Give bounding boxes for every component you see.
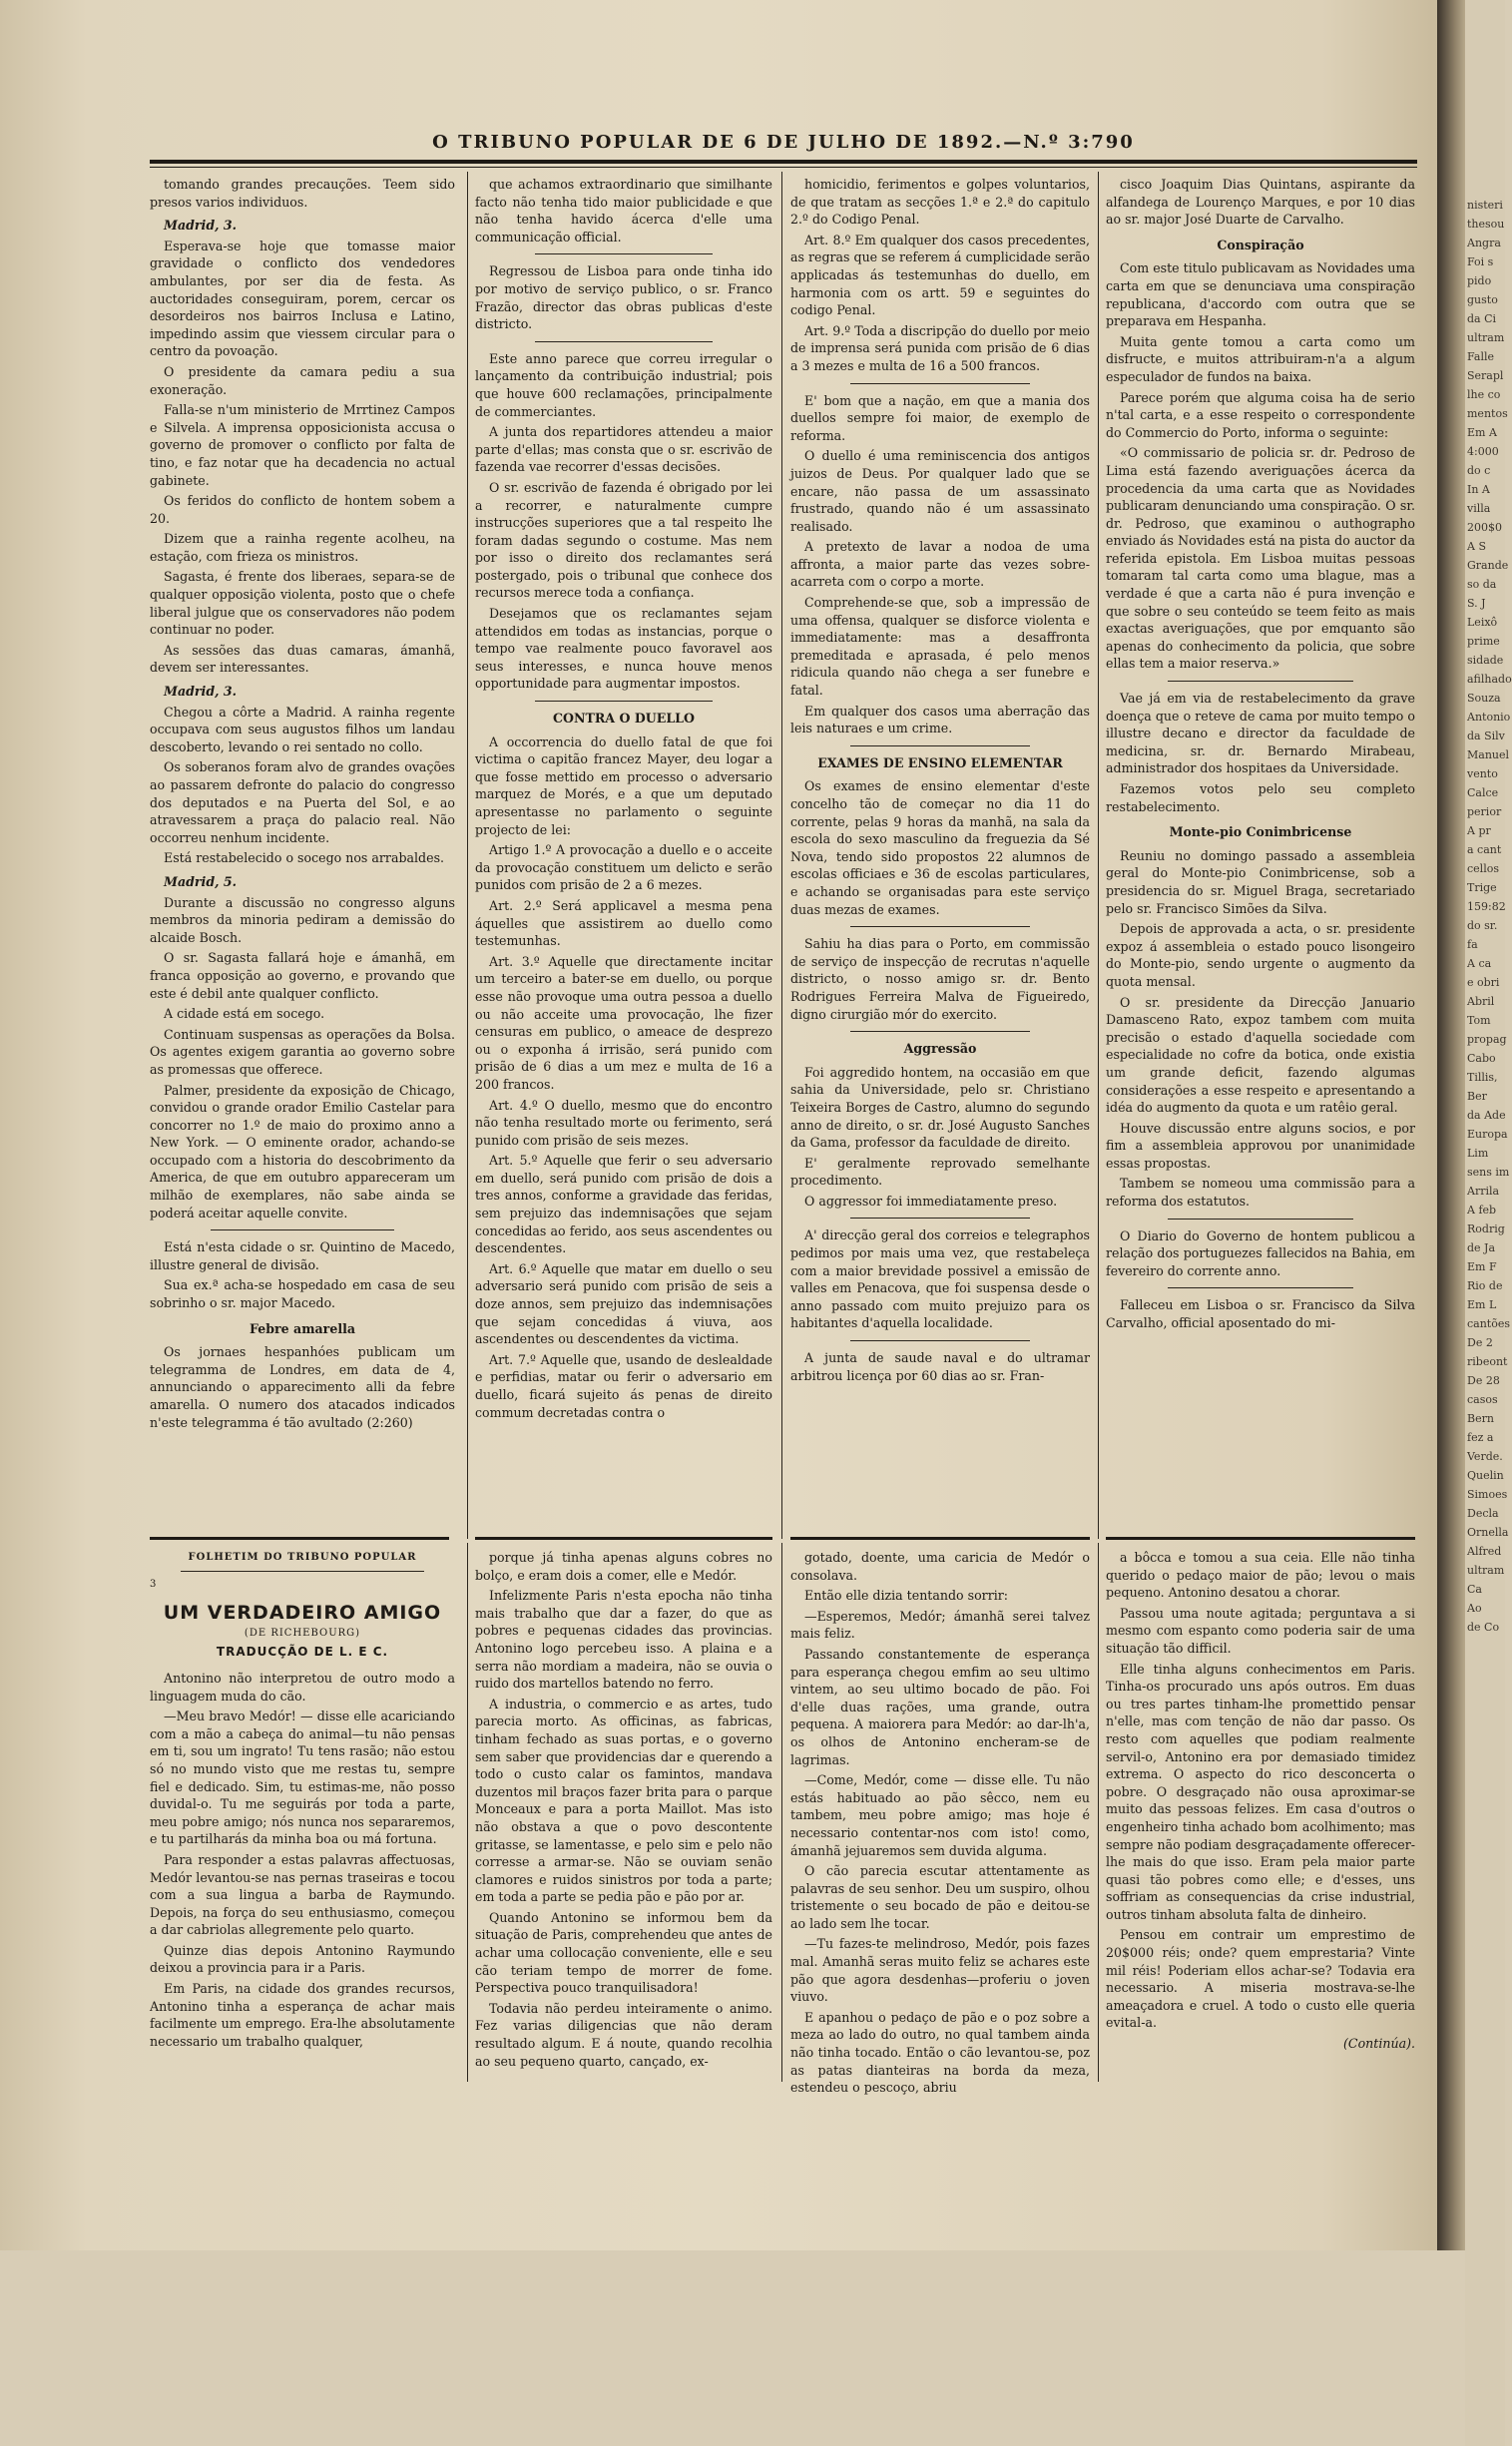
folhetim-paragraph: —Esperemos, Medór; ámanhã serei talvez mais feliz. [790, 1608, 1090, 1642]
folhetim-paragraph: porque já tinha apenas alguns cobres no bolço, e eram dois a comer, elle e Medór. [475, 1550, 772, 1583]
article-paragraph: Palmer, presidente da exposição de Chicago, convidou o grande orador Emilio Castelar para concorrer no 1.º de maio do proximo anno a New York. — O eminente orador, achando-se occupado com a historia do descobrimento da America, de que em outubro appareceram um milhão de exemplares, não sabe ainda se poderá aceitar aquelle convite. [150, 1082, 455, 1221]
article-paragraph: Art. 6.º Aquelle que matar em duello o seu adversario será punido com prisão de seis a doze annos, sem prejuizo das indemnisações que sejam concedidas á viuva, aos ascendentes ou descendentes da victima. [475, 1260, 772, 1347]
adjacent-page-fragment: 4:000 [1467, 445, 1499, 458]
section-separator [1168, 1287, 1353, 1288]
adjacent-page-fragment: In A [1467, 483, 1490, 496]
adjacent-page-fragment: da Silv [1467, 730, 1505, 742]
adjacent-page-fragment: sens im [1467, 1166, 1510, 1179]
adjacent-page-fragment: Calce [1467, 786, 1499, 799]
adjacent-page-fragment: Abril [1467, 995, 1495, 1008]
adjacent-page-fragment: Em A [1467, 426, 1497, 439]
binding-gutter [1437, 0, 1465, 2250]
article-paragraph: Vae já em via de restabelecimento da grave doença que o reteve de cama por muito tempo o illustre decano e director da faculdade de medicina, sr. dr. Bernardo Mirabeau, administrador dos hospitaes da Universidade. [1106, 691, 1415, 776]
article-paragraph: Está n'esta cidade o sr. Quintino de Macedo, illustre general de divisão. [150, 1239, 455, 1272]
folhetim-author: (DE RICHEBOURG) [244, 1627, 361, 1639]
folhetim-column-2 [475, 1549, 772, 2088]
adjacent-page-fragment: cellos [1467, 862, 1499, 875]
header-rule-thin [150, 167, 1417, 168]
adjacent-page-fragment: Lim [1467, 1147, 1489, 1160]
article-paragraph: Depois de approvada a acta, o sr. presidente expoz á assembleia o estado pouco lisongeiro do Monte-pio, sendo urgente o augmento da quota mensal. [1106, 921, 1415, 989]
article-paragraph: Dizem que a rainha regente acolheu, na estação, com frieza os ministros. [150, 531, 455, 564]
article-paragraph: Art. 8.º Em qualquer dos casos precedentes, as regras que se referem á cumplicidade serão applicadas ás testemunhas do duello, em harmonia com os artt. 59 e seguintes do codigo Penal. [790, 232, 1090, 318]
adjacent-page-fragment: perior [1467, 805, 1502, 818]
article-paragraph: O aggressor foi immediatamente preso. [804, 1193, 1058, 1209]
column-divider [781, 172, 782, 1539]
article-paragraph: A junta dos repartidores attendeu a maior parte d'ellas; mas consta que o sr. escrivão de fazenda vae recorrer d'essas decisões. [475, 424, 772, 475]
folhetim-paragraph: Passando constantemente de esperança para esperança chegou emfim ao seu ultimo vintem, ao seu ultimo bocado de pão. Foi d'elle duas rações, uma grande, outra pequena. A maiorera para Medór: ao dar-lh'a, os olhos de Antonino encheram-se de lagrimas. [790, 1646, 1090, 1767]
article-paragraph: Houve discussão entre alguns socios, e por fim a assembleia approvou por unanimidade essas propostas. [1106, 1120, 1415, 1171]
folhetim-paragraph: a bôcca e tomou a sua ceia. Elle não tinha querido o pedaço maior de pão; levou o mais pequeno. Antonino desatou a chorar. [1106, 1550, 1415, 1601]
section-separator [850, 926, 1030, 927]
adjacent-page-fragment: Falle [1467, 350, 1494, 363]
adjacent-page-fragment: Quelin [1467, 1469, 1504, 1482]
adjacent-page-fragment: De 2 [1467, 1336, 1493, 1349]
article-paragraph: tomando grandes precauções. Teem sido presos varios individuos. [150, 177, 455, 210]
article-paragraph: Os soberanos foram alvo de grandes ovações ao passarem defronte do palacio do congresso dos deputados e na Puerta del Sol, e ao atravessarem a praça do palacio real. Não occorreu nenhum incidente. [150, 759, 455, 845]
article-paragraph: Durante a discussão no congresso alguns membros da minoria pediram a demissão do alcaide Bosch. [150, 894, 455, 945]
folhetim-rule [150, 1537, 449, 1540]
adjacent-page-fragment: Grande [1467, 559, 1509, 572]
adjacent-page-fragment: Alfred [1467, 1545, 1502, 1558]
adjacent-page-fragment: Verde. [1467, 1450, 1503, 1463]
article-paragraph: Parece porém que alguma coisa ha de serio n'tal carta, e a esse respeito o correspondente do Commercio do Porto, informa o seguinte: [1106, 389, 1415, 440]
adjacent-page-fragment: A feb [1467, 1204, 1497, 1217]
section-separator [850, 745, 1030, 746]
column-divider [1098, 172, 1099, 1539]
folhetim-rule [790, 1537, 1090, 1540]
section-separator [850, 1218, 1030, 1219]
article-paragraph: Em qualquer dos casos uma aberração das leis naturaes e um crime. [790, 703, 1090, 736]
folhetim-paragraph: Quinze dias depois Antonino Raymundo deixou a provincia para ir a Paris. [150, 1942, 455, 1976]
adjacent-page-fragment: do sr. [1467, 919, 1498, 932]
adjacent-page-fragment: thesou [1467, 218, 1505, 231]
folhetim-paragraph: E apanhou o pedaço de pão e o poz sobre a meza ao lado do outro, no qual tambem ainda não tinha tocado. Então o cão levantou-se, poz as patas dianteiras na borda da meza, estendeu o pescoço, abriu [790, 2009, 1090, 2096]
article-paragraph: Este anno parece que correu irregular o lançamento da contribuição industrial; pois que houve 600 reclamações, principalmente de commerciantes. [475, 350, 772, 419]
folhetim-paragraph: Passou uma noute agitada; perguntava a si mesmo com espanto como poderia sair de uma situação tão difficil. [1106, 1605, 1415, 1656]
article-paragraph: Fazemos votos pelo seu completo restabelecimento. [1106, 781, 1415, 814]
section-separator [1168, 681, 1353, 682]
folhetim-paragraph: O cão parecia escutar attentamente as palavras de seu senhor. Deu um suspiro, olhou tristemente o seu bocado de pão e deitou-se ao lado sem lhe tocar. [790, 1863, 1090, 1931]
folhetim-column-1 [150, 1549, 455, 2088]
article-paragraph: Art. 3.º Aquelle que directamente incitar um terceiro a bater-se em duello, ou porque esse não provoque uma outra pessoa a duello ou não acceite uma provocação, lhe fizer censuras em publico, o ameace de desprezo ou o exponha á irrisão, será punido com prisão de 6 dias a um mez e multa de 16 a 200 francos. [475, 953, 772, 1092]
article-paragraph: A occorrencia do duello fatal de que foi victima o capitão francez Mayer, deu logar a que fosse mettido em processo o adversario marquez de Morés, e a que um deputado apresentasse no parlamento o seguinte projecto de lei: [475, 734, 772, 837]
article-paragraph: Os exames de ensino elementar d'este concelho tão de começar no dia 11 do corrente, pelas 9 horas da manhã, na sala da escola do sexo masculino da freguezia da Sé Nova, tendo sido propostos 22 alumnos de escolas officiaes e 36 de escolas particulares, e achando se organisadas para este serviço duas mezas de exames. [790, 778, 1090, 917]
adjacent-page-fragment: De 28 [1467, 1374, 1500, 1387]
adjacent-page-fragment: Trige [1467, 881, 1497, 894]
section-separator [535, 253, 714, 254]
folhetim-paragraph: Para responder a estas palavras affectuosas, Medór levantou-se nas pernas traseiras e tocou com a sua lingua a barba de Raymundo. Depois, na força do seu enthusiasmo, começou a dar cabriolas allegremente pelo quarto. [150, 1851, 455, 1938]
folhetim-banner: FOLHETIM DO TRIBUNO POPULAR [188, 1552, 417, 1563]
article-paragraph: Chegou a côrte a Madrid. A rainha regente occupava com seus augustos filhos um landau descoberto, levando o rei sentado no collo. [150, 704, 455, 754]
article-paragraph: Comprehende-se que, sob a impressão de uma offensa, qualquer se disforce violenta e immediatamente: mas a desaffronta premeditada e aprasada, é pelo menos ridicula quando não chega a ser funebre e fatal. [790, 595, 1090, 699]
article-paragraph: Continuam suspensas as operações da Bolsa. Os agentes exigem garantia ao governo sobre as promessas que offerece. [150, 1026, 455, 1077]
article-paragraph: Tambem se nomeou uma commissão para a reforma dos estatutos. [1106, 1176, 1415, 1210]
article-heading: Conspiração [1217, 237, 1304, 252]
article-paragraph: A pretexto de lavar a nodoa de uma affronta, a maior parte das vezes sobre-acarreta com o corpo a morte. [790, 539, 1090, 590]
column-divider [781, 1543, 782, 2082]
article-paragraph: Reuniu no domingo passado a assembleia geral do Monte-pio Conimbricense, sob a presidencia do sr. Miguel Braga, secretariado pelo sr. Francisco Simões da Silva. [1106, 847, 1415, 916]
column-divider [467, 172, 468, 1539]
article-heading: Aggressão [903, 1041, 977, 1057]
adjacent-page-fragment: sidade [1467, 654, 1504, 667]
section-separator [211, 1229, 394, 1230]
section-separator [850, 383, 1030, 384]
news-column-4 [1106, 176, 1415, 1539]
adjacent-page-fragment: da Ade [1467, 1109, 1506, 1122]
adjacent-page-fragment: Serapl [1467, 369, 1504, 382]
folhetim-column-3 [790, 1549, 1090, 2096]
adjacent-page-fragment: Arrila [1467, 1185, 1500, 1198]
adjacent-page-fragment: mentos [1467, 407, 1508, 420]
section-separator [535, 701, 714, 702]
dateline: Madrid, 5. [164, 873, 238, 889]
adjacent-page-fragment: de Co [1467, 1621, 1500, 1634]
adjacent-page-fragment: a cant [1467, 843, 1502, 856]
article-paragraph: Art. 7.º Aquelle que, usando de deslealdade e perfidias, matar ou ferir o adversario em duello, ficará sujeito ás penas de direito commum decretadas contra o [475, 1351, 772, 1420]
article-heading: Febre amarella [249, 1320, 356, 1336]
adjacent-page-fragment: Rio de [1467, 1279, 1503, 1292]
adjacent-page-fragment: Ca [1467, 1583, 1482, 1596]
adjacent-page-fragment: Bern [1467, 1412, 1494, 1425]
adjacent-page-fragment: Simoes [1467, 1488, 1508, 1501]
adjacent-page-fragment: nisteri [1467, 199, 1503, 212]
header-rule [150, 160, 1417, 164]
adjacent-page-fragment: Tom [1467, 1014, 1491, 1027]
article-paragraph: Esperava-se hoje que tomasse maior gravidade o conflicto dos vendedores ambulantes, por ser dia de festa. As auctoridades conseguiram, porem, cercar os desordeiros nos bairros Inclusa e Latino, impedindo assim que viessem circular para o centro da povoação. [150, 238, 455, 359]
column-divider [1098, 1543, 1099, 2082]
adjacent-page-fragment: 200$0 [1467, 521, 1502, 534]
article-paragraph: cisco Joaquim Dias Quintans, aspirante da alfandega de Lourenço Marques, e por 10 dias ao sr. major José Duarte de Carvalho. [1106, 177, 1415, 228]
adjacent-page-fragment: gusto [1467, 293, 1498, 306]
adjacent-page-fragment: lhe co [1467, 388, 1501, 401]
adjacent-page-fragment: pido [1467, 274, 1492, 287]
section-separator [1168, 1219, 1353, 1220]
adjacent-page-fragment: Europa [1467, 1128, 1508, 1141]
adjacent-page-fragment: ultram [1467, 331, 1505, 344]
adjacent-page-fragment: fez a [1467, 1431, 1494, 1444]
adjacent-page-fragment: cantões [1467, 1317, 1511, 1330]
article-paragraph: Falla-se n'um ministerio de Mrrtinez Campos e Silvela. A imprensa opposicionista accusa o governo de promover o conflicto por falta de tino, e faz notar que ha decadencia no actual gabinete. [150, 402, 455, 488]
adjacent-page-fragment: Angra [1467, 237, 1501, 249]
article-paragraph: que achamos extraordinario que similhante facto não tenha tido maior publicidade e que não tenha havido ácerca d'elle uma communicação official. [475, 177, 772, 245]
adjacent-page-fragment: 159:82 [1467, 900, 1506, 913]
adjacent-page-fragment: de Ja [1467, 1241, 1496, 1254]
folhetim-paragraph: —Come, Medór, come — disse elle. Tu não estás habituado ao pão sêcco, nem eu tambem, meu pobre amigo; mas hoje é necessario contentar-nos com isto! como, ámanhã jejuaremos sem duvida alguma. [790, 1772, 1090, 1858]
article-paragraph: Desejamos que os reclamantes sejam attendidos em todas as instancias, porque o tempo vae realmente pouco favoravel aos seus interesses, e nunca houve menos opportunidade para augmentar impostos. [475, 606, 772, 692]
article-paragraph: O duello é uma reminiscencia dos antigos juizos de Deus. Por qualquer lado que se encare, não passa de um assassinato frustrado, quando não é um assassinato realisado. [790, 448, 1090, 534]
folhetim-rule [1106, 1537, 1415, 1540]
adjacent-page-fragment: A S [1467, 540, 1486, 553]
folhetim-title: UM VERDADEIRO AMIGO [163, 1602, 442, 1625]
adjacent-page-fragment: Foi s [1467, 255, 1494, 268]
article-heading: EXAMES DE ENSINO ELEMENTAR [817, 754, 1063, 770]
folhetim-paragraph: gotado, doente, uma caricia de Medór o consolava. [790, 1550, 1090, 1583]
article-paragraph: A junta de saude naval e do ultramar arbitrou licença por 60 dias ao sr. Fran- [790, 1350, 1090, 1383]
article-paragraph: Os jornaes hespanhóes publicam um telegramma de Londres, em data de 4, annunciando o apparecimento alli da febre amarella. O numero dos atacados indicados n'este telegramma é tão avultado (2:260) [150, 1344, 455, 1430]
adjacent-page-fragment: Ber [1467, 1090, 1487, 1103]
adjacent-page-fragment: Antonio [1467, 711, 1511, 724]
folhetim-paragraph: A industria, o commercio e as artes, tudo parecia morto. As officinas, as fabricas, tinham fechado as suas portas, e o governo sem saber que providencias dar e querendo a todo o custo calar os famintos, mandava duzentos mil braços fazer brita para o parque Monceaux e para a porta Maillot. Mas isto não obstava a que o povo descontente gritasse, se lamentasse, e pelo sim e pelo não corresse a armar-se. Não se ouviam senão clamores e ruidos sinistros por toda a parte; em toda a parte se pedia pão e pão por ar. [475, 1696, 772, 1905]
adjacent-page-fragment: Em L [1467, 1298, 1497, 1311]
article-paragraph: Foi aggredido hontem, na occasião em que sahia da Universidade, pelo sr. Christiano Teixeira Borges de Castro, alumno do segundo anno de direito, o sr. dr. José Augusto Sanches da Gama, professor da faculdade de direito. [790, 1064, 1090, 1151]
article-paragraph: Sua ex.ª acha-se hospedado em casa de seu sobrinho o sr. major Macedo. [150, 1277, 455, 1311]
continua-note: (Continúa). [1343, 2036, 1415, 2052]
article-paragraph: O presidente da camara pediu a sua exoneração. [150, 363, 455, 397]
adjacent-page-fragment: da Ci [1467, 312, 1497, 325]
article-paragraph: Sahiu ha dias para o Porto, em commissão de serviço de inspecção de recrutas n'aquelle districto, o nosso amigo sr. dr. Bento Rodrigues Ferreira Malva de Figueiredo, digno cirurgião mór do exercito. [790, 936, 1090, 1022]
folhetim-rule [475, 1537, 772, 1540]
article-paragraph: O sr. Sagasta fallará hoje e ámanhã, em franca opposição ao governo, e provando que este é debil ante qualquer conflicto. [150, 950, 455, 1001]
folhetim-paragraph: Em Paris, na cidade dos grandes recursos, Antonino tinha a esperança de achar mais facilmente um emprego. Era-lhe absolutamente necessario um trabalho qualquer, [150, 1981, 455, 2049]
article-paragraph: Artigo 1.º A provocação a duello e o acceite da provocação constituem um delicto e serão punidos com prisão de 2 a 6 mezes. [475, 842, 772, 893]
article-paragraph: homicidio, ferimentos e golpes voluntarios, de que tratam as secções 1.ª e 2.ª do capitulo 2.º do Codigo Penal. [790, 177, 1090, 228]
adjacent-page-fragment: A ca [1467, 957, 1492, 970]
adjacent-page-fragment: Leixô [1467, 616, 1498, 629]
article-paragraph: Falleceu em Lisboa o sr. Francisco da Silva Carvalho, official aposentado do mi- [1106, 1297, 1415, 1331]
column-divider [467, 1543, 468, 2082]
folhetim-paragraph: Antonino não interpretou de outro modo a linguagem muda do cão. [150, 1670, 455, 1704]
adjacent-page-edge [1465, 0, 1512, 2446]
adjacent-page-fragment: Ornella [1467, 1526, 1509, 1539]
article-heading: Monte-pio Conimbricense [1169, 824, 1352, 840]
dateline: Madrid, 3. [164, 218, 238, 234]
dateline: Madrid, 3. [164, 684, 238, 700]
adjacent-page-fragment: vento [1467, 767, 1498, 780]
adjacent-page-fragment: Cabo [1467, 1052, 1496, 1065]
adjacent-page-fragment: fa [1467, 938, 1478, 951]
adjacent-page-fragment: Souza [1467, 692, 1501, 705]
article-paragraph: Está restabelecido o socego nos arrabaldes. [164, 850, 445, 866]
folhetim-paragraph: Elle tinha alguns conhecimentos em Paris. Tinha-os procurado uns após outros. Em duas ou tres partes tinham-lhe promettido pensar n'elle, mas com tenção de não dar passo. Os resto com aquelles que podiam realmente servil-o, Antonino era por demasiado timidez extrema. O aspecto do rico desconcerta o pobre. O desgraçado não ousa aproximar-se muito das pessoas felizes. Em casa d'outros o engenheiro tinha achado bom acolhimento; mas sempre não podiam desgraçadamente offerecer-lhe mais do que isso. Eram pela maior parte quasi tão pobres como elle; e d'esses, uns soffriam as consequencias da crise industrial, outros tinham absoluta falta de dinheiro. [1106, 1661, 1415, 1922]
adjacent-page-fragment: do c [1467, 464, 1491, 477]
folhetim-paragraph: Então elle dizia tentando sorrir: [804, 1588, 1009, 1604]
article-paragraph: E' geralmente reprovado semelhante procedimento. [790, 1155, 1090, 1189]
adjacent-page-fragment: ribeont [1467, 1355, 1508, 1368]
adjacent-page-fragment: Em F [1467, 1260, 1497, 1273]
article-heading: CONTRA O DUELLO [552, 711, 696, 727]
article-paragraph: E' bom que a nação, em que a mania dos duellos sempre foi maior, de exemplo de reforma. [790, 392, 1090, 443]
article-paragraph: A cidade está em socego. [164, 1006, 325, 1022]
adjacent-page-fragment: Rodrig [1467, 1223, 1505, 1235]
folhetim-paragraph: Infelizmente Paris n'esta epocha não tinha mais trabalho que dar a fazer, do que as pobres e pequenas cidades das provincias. Antonino logo percebeu isso. A plaina e a serra não mordiam a madeira, não se ouvia o ruido dos martellos batendo no ferro. [475, 1588, 772, 1692]
adjacent-page-fragment: afilhado [1467, 673, 1512, 686]
article-paragraph: Com este titulo publicavam as Novidades uma carta em que se denunciava uma conspiração republicana, d'accordo com outra que se preparava em Hespanha. [1106, 260, 1415, 329]
adjacent-page-fragment: prime [1467, 635, 1500, 648]
article-paragraph: Os feridos do conflicto de hontem sobem a 20. [150, 493, 455, 526]
adjacent-page-fragment: villa [1467, 502, 1491, 515]
adjacent-page-fragment: so da [1467, 578, 1497, 591]
article-paragraph: «O commissario de policia sr. dr. Pedroso de Lima está fazendo averiguações ácerca da procedencia da uma carta que as Novidades publicaram denunciando uma conspiração. O sr. dr. Pedroso, que examinou o authographo enviado ás Novidades está na pista do auctor da referida epistola. Em Lisboa muitas pessoas tomaram tal carta como uma blague, mas a verdade é que a carta não é pura invenção e que sobre o seu conteúdo se teem feito as mais exactas averiguações, que por emquanto são apenas do conhecimento da policia, que sobre ellas tem a maior reserva.» [1106, 445, 1415, 672]
article-paragraph: Sagasta, é frente dos liberaes, separa-se de qualquer opposição violenta, posto que o chefe liberal julgue que os conservadores não podem continuar no poder. [150, 569, 455, 638]
folhetim-paragraph: Pensou em contrair um emprestimo de 20$000 réis; onde? quem emprestaria? Vinte mil réis! Poderiam ellos achar-se? Todavia era necessario. A miseria mostrava-se-lhe ameaçadora e cruel. A todo o custo elle queria evital-a. [1106, 1927, 1415, 2031]
article-paragraph: Muita gente tomou a carta como um disfructe, e muitos attribuiram-n'a a algum especulador de fundos na baixa. [1106, 333, 1415, 384]
news-column-2 [475, 176, 772, 1539]
folhetim-number: 3 [150, 1578, 157, 1590]
adjacent-page-fragment: Ao [1467, 1602, 1482, 1615]
section-separator [850, 1031, 1030, 1032]
page-header: O TRIBUNO POPULAR DE 6 DE JULHO DE 1892.—N.º 3:790 [432, 132, 1135, 153]
article-paragraph: Art. 2.º Será applicavel a mesma pena áquelles que assistirem ao duello como testemunhas. [475, 897, 772, 949]
article-paragraph: O sr. escrivão de fazenda é obrigado por lei a recorrer, e naturalmente cumpre instrucções superiores que a tal respeito lhe foram dadas segundo o costume. Mas nem por isso o direito dos reclamantes será postergado, pois o tribunal que conhece dos recursos merece toda a confiança. [475, 479, 772, 601]
section-separator [535, 341, 714, 342]
adjacent-page-fragment: Decla [1467, 1507, 1499, 1520]
adjacent-page-fragment: propag [1467, 1033, 1507, 1046]
article-paragraph: O sr. presidente da Direcção Januario Damasceno Rato, expoz tambem com muita precisão o estado d'aquella sociedade com especialidade no cofre da botica, onde existia um grande deficit, fazendo algumas considerações a esse respeito e apresentando a idéa do augmento da quota e um ratêio geral. [1106, 994, 1415, 1116]
folhetim-paragraph: —Meu bravo Medór! — disse elle acariciando com a mão a cabeça do animal—tu não pensas em ti, sou um ingrato! Tu tens rasão; não estou só no mundo visto que me restas tu, sempre fiel e dedicado. Sim, tu estimas-me, não posso duvidal-o. Tu me seguirás por toda a parte, meu pobre amigo; nós nunca nos separaremos, e tu partilharás da minha boa ou má fortuna. [150, 1709, 455, 1847]
folhetim-paragraph: Quando Antonino se informou bem da situação de Paris, comprehendeu que antes de achar uma collocação conveniente, elle e seu cão teriam tempo de morrer de fome. Perspectiva pouco tranquilisadora! [475, 1909, 772, 1996]
folhetim-column-4 [1106, 1549, 1415, 2088]
adjacent-page-fragment: S. J [1467, 597, 1486, 610]
article-paragraph: Art. 9.º Toda a discripção do duello por meio de imprensa será punida com prisão de 6 dias a 3 mezes e multa de 16 a 500 francos. [790, 322, 1090, 373]
adjacent-page-fragment: Tillis, [1467, 1071, 1498, 1084]
adjacent-page-fragment: e obri [1467, 976, 1500, 989]
adjacent-page-fragment: casos [1467, 1393, 1498, 1406]
article-paragraph: O Diario do Governo de hontem publicou a relação dos portuguezes fallecidos na Bahia, em fevereiro do corrente anno. [1106, 1227, 1415, 1278]
folhetim-paragraph: Todavia não perdeu inteiramente o animo. Fez varias diligencias que não deram resultado algum. E á noute, quando recolhia ao seu pequeno quarto, cançado, ex- [475, 2000, 772, 2069]
article-paragraph: Art. 4.º O duello, mesmo que do encontro não tenha resultado morte ou ferimento, será punido com prisão de seis mezes. [475, 1097, 772, 1148]
article-paragraph: Regressou de Lisboa para onde tinha ido por motivo de serviço publico, o sr. Franco Frazão, director das obras publicas d'este districto. [475, 263, 772, 332]
article-paragraph: A' direcção geral dos correios e telegraphos pedimos por mais uma vez, que restabeleça com a maior brevidade possivel a emissão de valles em Penacova, que foi suspensa desde o anno passado com muito prejuizo para os habitantes d'aquella localidade. [790, 1227, 1090, 1331]
news-column-3 [790, 176, 1090, 1539]
adjacent-page-fragment: A pr [1467, 824, 1491, 837]
news-column-1 [150, 176, 455, 1539]
folhetim-translation: TRADUCÇÃO DE L. E C. [216, 1645, 389, 1660]
section-separator [850, 1340, 1030, 1341]
adjacent-page-fragment: Manuel [1467, 748, 1510, 761]
adjacent-page-fragment: ultram [1467, 1564, 1505, 1577]
folhetim-paragraph: —Tu fazes-te melindroso, Medór, pois fazes mal. Amanhã seras muito feliz se achares este pão que agora desdenhas—proferiu o joven viuvo. [790, 1936, 1090, 2005]
article-paragraph: Art. 5.º Aquelle que ferir o seu adversario em duello, será punido com prisão de dois a tres annos, conforme a gravidade das feridas, sem prejuizo das indemnisações que sejam concedidas ao ferido, aos seus ascendentes ou descendentes. [475, 1153, 772, 1256]
article-paragraph: As sessões das duas camaras, ámanhã, devem ser interessantes. [150, 642, 455, 676]
